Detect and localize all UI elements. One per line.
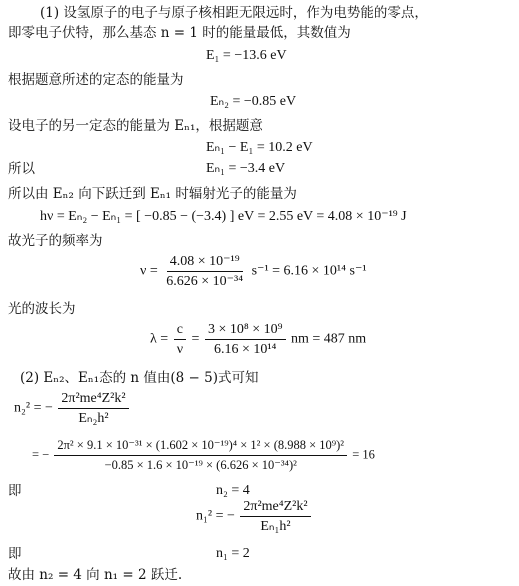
equation-en1: Eₙ₁ = −3.4 eV: [206, 161, 286, 176]
n2-squared-numerator: 2π²me⁴Z²k²: [58, 390, 128, 409]
frequency-fraction: [163, 253, 246, 290]
n1-squared-lhs: n₁² = −: [196, 508, 235, 524]
wavelength-c-over-nu: [174, 321, 186, 358]
text-so: 所以: [8, 161, 35, 177]
text-transition: 所以由 Eₙ₂ 向下跃迁到 Eₙ₁ 时辐射光子的能量为: [8, 186, 297, 202]
equation-n1-squared: [196, 498, 313, 535]
wavelength-fraction: [205, 321, 286, 358]
wavelength-rhs: nm = 487 nm: [291, 331, 367, 347]
wavelength-lhs: λ =: [150, 331, 169, 347]
wavelength-equals: =: [191, 331, 200, 347]
wavelength-nu: ν: [176, 342, 184, 357]
text-ji-1: 即: [8, 483, 22, 499]
text-wavelength: 光的波长为: [8, 301, 76, 317]
equation-photon-energy: hν = Eₙ₂ − Eₙ₁ = [ −0.85 − (−3.4) ] eV = 2.55 eV = 4.08 × 10⁻¹⁹ J: [40, 209, 407, 224]
frequency-rhs: s⁻¹ = 6.16 × 10¹⁴ s⁻¹: [251, 263, 367, 279]
n1-squared-fraction: [240, 498, 310, 535]
equation-n2-squared: [14, 390, 131, 427]
equation-n2: n₂ = 4: [216, 483, 250, 498]
n1-squared-denominator: Eₙ₁h²: [260, 519, 291, 534]
conclusion: 故由 n₂ = 4 向 n₁ = 2 跃迁.: [8, 567, 183, 583]
numeric-rhs: = 16: [352, 447, 375, 462]
equation-n1: n₁ = 2: [216, 546, 250, 561]
n2-squared-lhs: n₂² = −: [14, 400, 53, 416]
part1-intro-line2: 即零电子伏特，那么基态 n = 1 时的能量最低，其数值为: [8, 25, 351, 41]
text-another-state: 设电子的另一定态的能量为 Eₙ₁，根据题意: [8, 118, 263, 134]
text-frequency: 故光子的频率为: [8, 233, 103, 249]
equation-difference: Eₙ₁ − E₁ = 10.2 eV: [206, 140, 313, 155]
wavelength-numerator: 3 × 10⁸ × 10⁹: [205, 321, 286, 340]
n2-squared-denominator: Eₙ₂h²: [78, 411, 109, 426]
frequency-numerator: 4.08 × 10⁻¹⁹: [167, 253, 243, 272]
wavelength-denominator: 6.16 × 10¹⁴: [213, 342, 277, 357]
numeric-lhs: = −: [32, 447, 50, 462]
numeric-numerator: 2π² × 9.1 × 10⁻³¹ × (1.602 × 10⁻¹⁹)⁴ × 1² × (8.988 × 10⁹)²: [54, 437, 347, 456]
n1-squared-numerator: 2π²me⁴Z²k²: [240, 498, 310, 517]
text-ji-2: 即: [8, 546, 22, 562]
wavelength-c: c: [174, 321, 186, 340]
equation-e1: E₁ = −13.6 eV: [206, 48, 287, 63]
frequency-denominator: 6.626 × 10⁻³⁴: [166, 274, 244, 289]
equation-en2: Eₙ₂ = −0.85 eV: [210, 94, 297, 109]
text-state-energy: 根据题意所述的定态的能量为: [8, 72, 184, 88]
numeric-fraction: [54, 437, 347, 474]
numeric-denominator: −0.85 × 1.6 × 10⁻¹⁹ × (6.626 × 10⁻³⁴)²: [104, 458, 297, 472]
part1-intro-line1: (1) 设氢原子的电子与原子核相距无限远时，作为电势能的零点，: [40, 5, 428, 21]
frequency-lhs: ν =: [140, 263, 158, 279]
part2-intro: (2) Eₙ₂、Eₙ₁态的 n 值由(8 − 5)式可知: [20, 370, 259, 386]
equation-wavelength: [150, 321, 366, 358]
equation-numeric-n2: [32, 437, 375, 474]
equation-frequency: [140, 253, 367, 290]
n2-squared-fraction: [58, 390, 128, 427]
